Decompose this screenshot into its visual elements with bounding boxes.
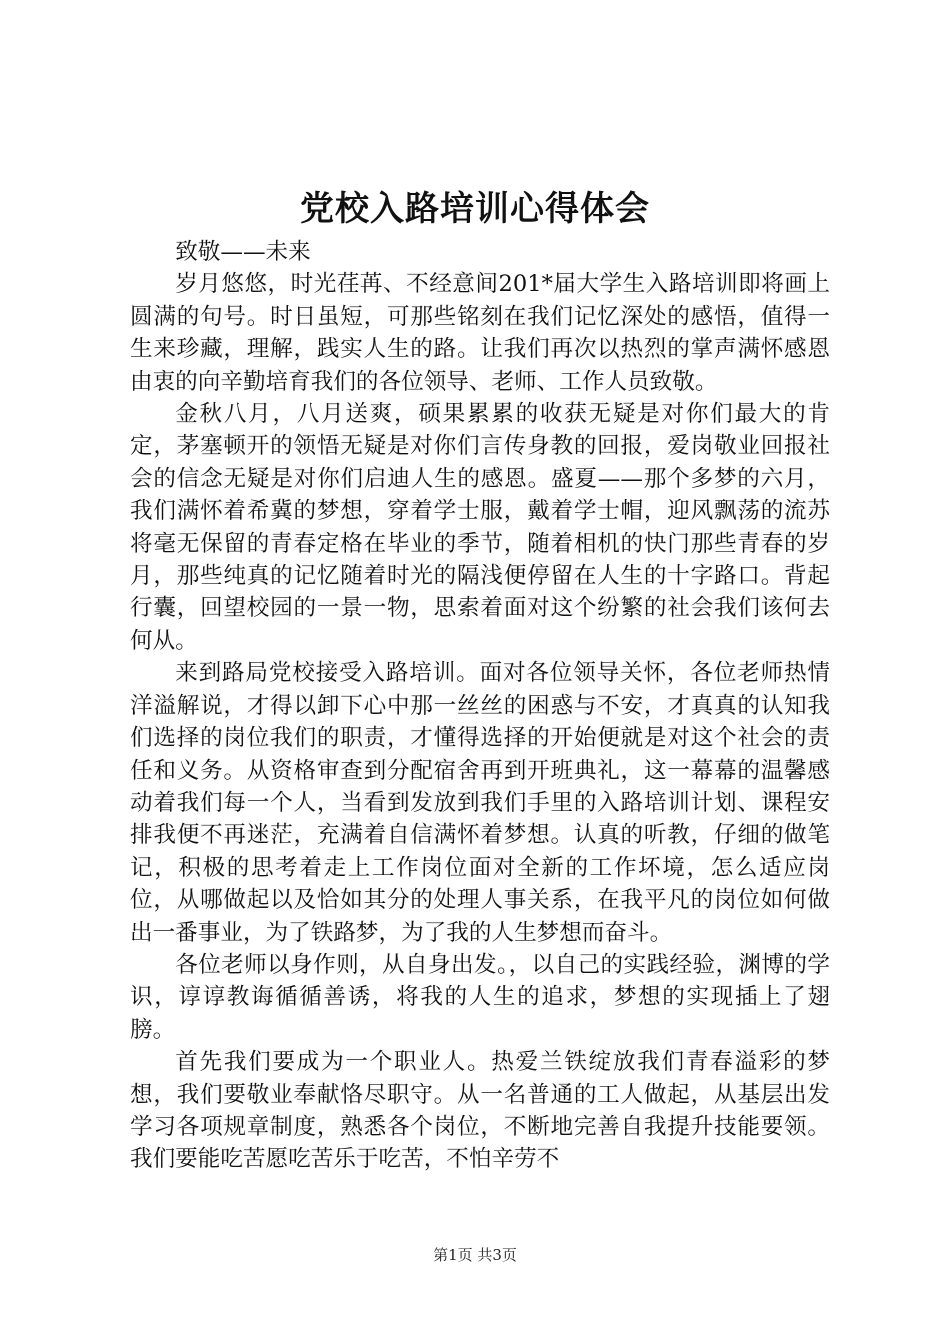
page-title: 党校入路培训心得体会 <box>300 189 650 229</box>
paragraph: 各位老师以身作则，从自身出发。，以自己的实践经验，渊博的学识，谆谆教诲循循善诱，将我的人生的追求，梦想的实现插上了翅膀。 <box>130 951 830 1043</box>
paragraph: 来到路局党校接受入路培训。面对各位领导关怀，各位老师热情洋溢解说，才得以卸下心中那一丝丝的困惑与不安，才真真的认知我们选择的岗位我们的职责，才懂得选择的开始便就是对这个社会的责任和义务。从资格审查到分配宿舍再到开班典礼，这一幕幕的温馨感动着我们每一个人，当看到发放到我们手里的入路培训计划、课程安排我便不再迷茫，充满着自信满怀着梦想。认真的听教，仔细的做笔记，积极的思考着走上工作岗位面对全新的工作坏境，怎么适应岗位，从哪做起以及恰如其分的处理人事关系，在我平凡的岗位如何做出一番事业，为了铁路梦，为了我的人生梦想而奋斗。 <box>130 660 830 946</box>
page-number-footer: 第1页 共3页 <box>433 1246 517 1264</box>
paragraph: 岁月悠悠，时光荏苒、不经意间201*届大学生入路培训即将画上圆满的句号。时日虽短，可那些铭刻在我们记忆深处的感悟，值得一生来珍藏，理解，践实人生的路。让我们再次以热烈的掌声满怀感恩由衷的向辛勤培育我们的各位领导、老师、工作人员致敬。 <box>130 271 830 395</box>
paragraph: 金秋八月，八月送爽，硕果累累的收获无疑是对你们最大的肯定，茅塞顿开的领悟无疑是对你们言传身教的回报，爱岗敬业回报社会的信念无疑是对你们启迪人生的感恩。盛夏——那个多梦的六月，我们满怀着希冀的梦想，穿着学士服，戴着学士帽，迎风飘荡的流苏将毫无保留的青春定格在毕业的季节，随着相机的快门那些青春的岁月，那些纯真的记忆随着时光的隔浅便停留在人生的十字路口。背起行囊，回望校园的一景一物，思索着面对这个纷繁的社会我们该何去何从。 <box>130 401 830 654</box>
paragraph: 首先我们要成为一个职业人。热爱兰铁绽放我们青春溢彩的梦想，我们要敬业奉献恪尽职守。从一名普通的工人做起，从基层出发学习各项规章制度，熟悉各个岗位，不断地完善自我提升技能要领。我们要能吃苦愿吃苦乐于吃苦，不怕辛劳不 <box>130 1049 830 1173</box>
document-body <box>130 236 830 1176</box>
paragraph-salutation: 致敬——未来 <box>175 239 311 265</box>
